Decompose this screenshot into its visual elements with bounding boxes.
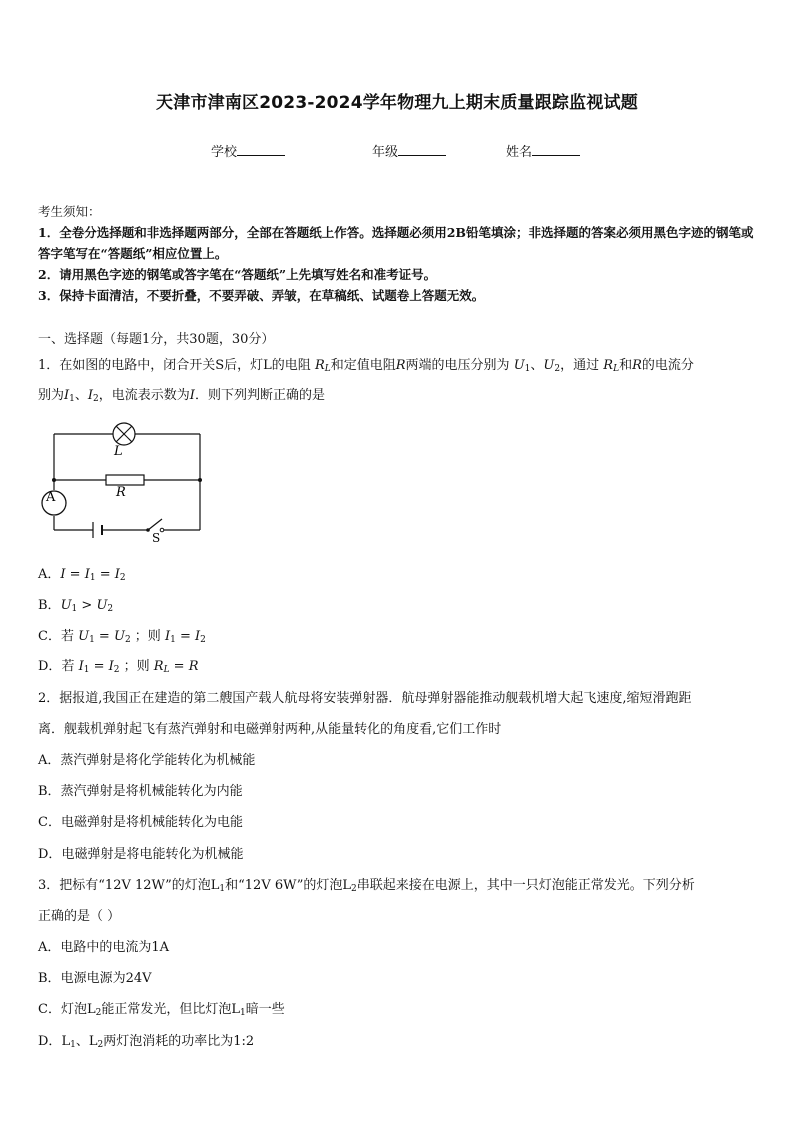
notice-item-2: 2．请用黑色字迹的钢笔或答字笔在“答题纸”上先填写姓名和准考证号。: [38, 267, 437, 282]
q2-option-c[interactable]: C．电磁弹射是将机械能转化为电能: [38, 815, 243, 830]
name-field: [506, 141, 580, 160]
junction-dot-right: [198, 478, 202, 482]
name-blank[interactable]: [532, 143, 580, 156]
battery-symbol: [93, 522, 102, 538]
q3-option-a[interactable]: A．电路中的电流为1A: [38, 940, 170, 955]
ammeter-symbol: [42, 490, 66, 515]
q3-option-c[interactable]: C．灯泡$L_2$能正常发光，但比灯泡$L_1$暗一些: [38, 1002, 285, 1018]
name-label: 姓名: [506, 145, 533, 160]
q2-option-a[interactable]: A．蒸汽弹射是将化学能转化为机械能: [38, 753, 256, 768]
switch-symbol: [146, 519, 164, 545]
page-title: 天津市津南区2023-2024学年物理九上期末质量跟踪监视试题: [156, 93, 638, 113]
q2-option-d[interactable]: D．电磁弹射是将电能转化为机械能: [38, 847, 244, 862]
q3-option-d[interactable]: D．$L_1$、$L_2$两灯泡消耗的功率比为1:2: [38, 1034, 255, 1050]
school-blank[interactable]: [237, 143, 285, 156]
resistor-label: R: [116, 485, 126, 500]
q1-option-b[interactable]: B．$U_1 > U_2$: [38, 598, 114, 614]
switch-label: S: [152, 531, 161, 545]
grade-blank[interactable]: [398, 143, 446, 156]
q1-stem-line1: 1．在如图的电路中，闭合开关S后，灯L的电阻 $R_L$和定值电阻R两端的电压分别为 $U_1$、$U_2$，通过 $R_L$和R的电流分: [38, 358, 694, 374]
lamp-label: L: [114, 444, 123, 459]
q1-option-a[interactable]: A．$I = I_1 = I_2$: [38, 567, 126, 583]
school-label: 学校: [211, 145, 238, 160]
notice-item-1: 1．全卷分选择题和非选择题两部分，全部在答题纸上作答。选择题必须用2B铅笔填涂；非选择题的答案必须用黑色字迹的钢笔或答字笔写在“答题纸”相应位置上。: [38, 225, 754, 261]
exam-notice: [38, 201, 758, 306]
grade-field: [372, 141, 446, 160]
q1-circuit-diagram: [38, 418, 218, 548]
q2-option-b[interactable]: B．蒸汽弹射是将机械能转化为内能: [38, 784, 243, 799]
notice-item-3: 3．保持卡面清洁，不要折叠，不要弄破、弄皱，在草稿纸、试题卷上答题无效。: [38, 288, 485, 303]
q3-stem-line1: 3．把标有“12V 12W”的灯泡$L_1$和“12V 6W”的灯泡$L_2$串联起来接在电源上，其中一只灯泡能正常发光。下列分析: [38, 878, 695, 894]
q1-stem-line2: 别为$I_1$、$I_2$，电流表示数为I．则下列判断正确的是: [38, 388, 325, 404]
resistor-symbol: [106, 475, 144, 500]
q1-option-d[interactable]: D．若 $I_1 = I_2$ ；则 $R_L = R$: [38, 659, 199, 675]
school-field: [211, 141, 285, 160]
q3-stem-line2: 正确的是（ ）: [38, 909, 121, 924]
lamp-symbol: [113, 423, 135, 459]
grade-label: 年级: [372, 145, 399, 160]
notice-heading: 考生须知：: [38, 204, 101, 219]
junction-dot-left: [52, 478, 56, 482]
q2-stem-line2: 离．舰载机弹射起飞有蒸汽弹射和电磁弹射两种,从能量转化的角度看,它们工作时: [38, 722, 502, 737]
section-heading: 一、选择题（每题1分，共30题，30分）: [38, 332, 275, 347]
ammeter-label: A: [46, 490, 56, 505]
q3-option-b[interactable]: B．电源电源为24V: [38, 971, 152, 986]
q1-option-c[interactable]: C．若 $U_1 = U_2$ ；则 $I_1 = I_2$: [38, 629, 206, 645]
q2-stem-line1: 2．据报道,我国正在建造的第二艘国产载人航母将安装弹射器．航母弹射器能推动舰载机增大起飞速度,缩短滑跑距: [38, 691, 692, 706]
